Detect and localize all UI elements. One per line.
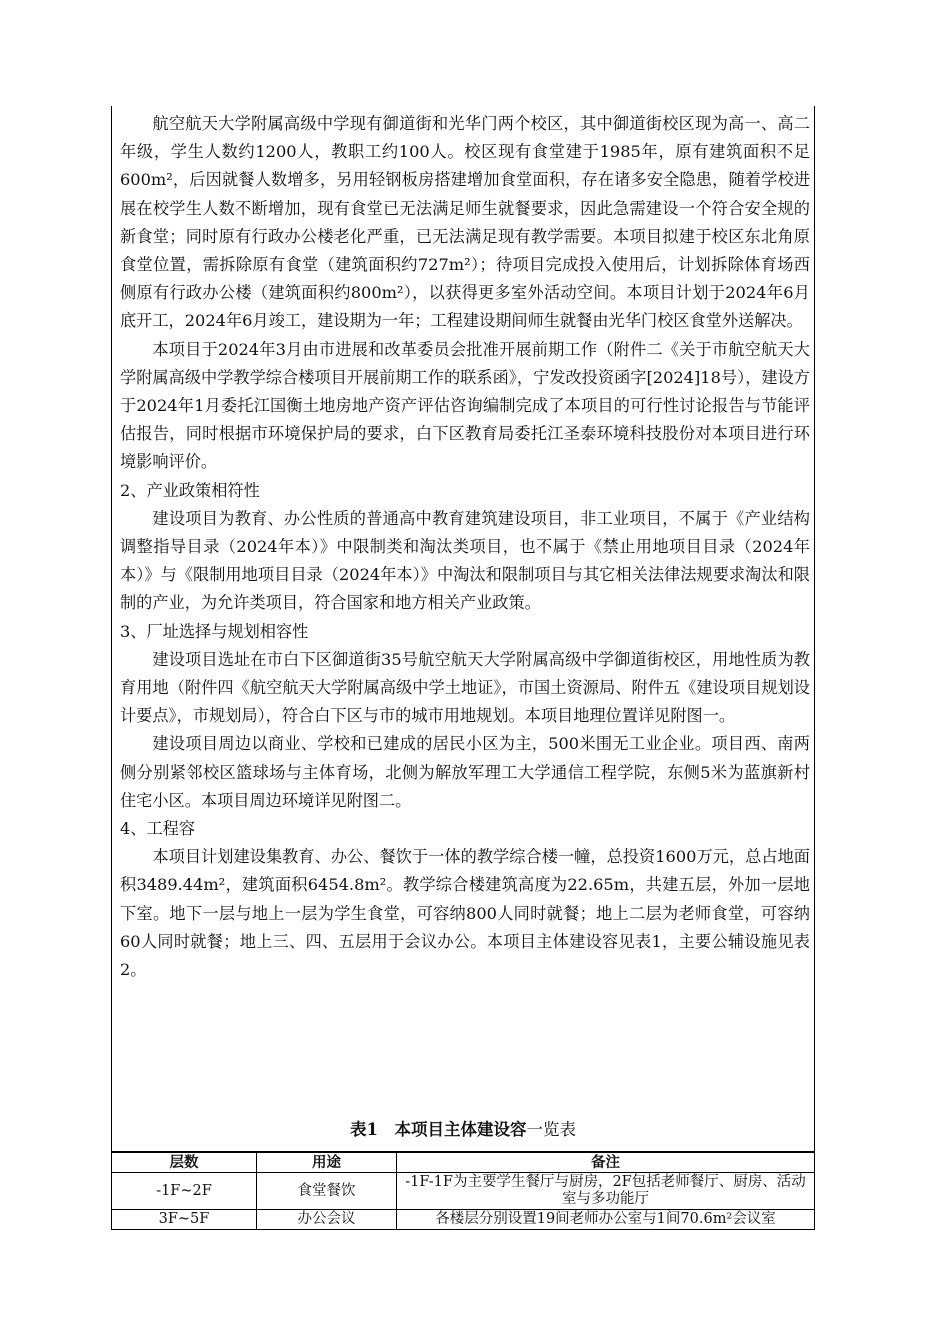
cell-usage: 办公会议: [257, 1210, 397, 1230]
paragraph-policy: 建设项目为教育、办公性质的普通高中教育建筑建设项目，非工业项目，不属于《产业结构调整指导目录（2024年本）》中限制类和淘汰类项目，也不属于《禁止用地项目目录（2024年本）》与《限制用地项目目录（2024年本）》中淘汰和限制项目与其它相关法律法规要求淘汰和限制的产业，为允许类项目，符合国家和地方相关产业政策。: [120, 508, 810, 613]
cell-remarks: -1F-1F为主要学生餐厅与厨房，2F包括老师餐厅、厨房、活动室与多功能厅: [397, 1173, 815, 1210]
paragraph-approval: 本项目于2024年3月由市进展和改革委员会批准开展前期工作（附件二《关于市航空航天大学附属高级中学教学综合楼项目开展前期工作的联系函》，宁发改投资函字[2024]18号），建设方于2024年1月委托江国衡土地房地产资产评估咨询编制完成了本项目的可行性讨论报告与节能评估报告，同时根据市环境保护局的要求，白下区教育局委托江圣泰环境科技股份对本项目进行环境影响评价。: [120, 339, 810, 472]
cell-floors: 3F~5F: [112, 1210, 257, 1230]
header-floors: 层数: [112, 1152, 257, 1173]
table-title-main: 表1 本项目主体建设容: [350, 1120, 527, 1139]
table-title: [111, 1118, 815, 1142]
table-header-row: [112, 1152, 815, 1173]
table-title-suffix: 一览表: [526, 1120, 576, 1139]
document-body: [120, 110, 810, 984]
section-heading-site: 3、厂址选择与规划相容性: [120, 621, 309, 641]
table-row: [112, 1210, 815, 1230]
section-heading-engineering: 4、工程容: [120, 819, 196, 839]
paragraph-background: 航空航天大学附属高级中学现有御道街和光华门两个校区，其中御道街校区现为高一、高二年级，学生人数约1200人，教职工约100人。校区现有食堂建于1985年，原有建筑面积不足600m²，后因就餐人数增多，另用轻钢板房搭建增加食堂面积，存在诸多安全隐患，随着学校进展在校学生人数不断增加，现有食堂已无法满足师生就餐要求，因此急需建设一个符合安全规的新食堂；同时原有行政办公楼老化严重，已无法满足现有教学需要。本项目拟建于校区东北角原食堂位置，需拆除原有食堂（建筑面积约727m²）；待项目完成投入使用后，计划拆除体育场西侧原有行政办公楼（建筑面积约800m²），以获得更多室外活动空间。本项目计划于2024年6月底开工，2024年6月竣工，建设期为一年；工程建设期间师生就餐由光华门校区食堂外送解决。: [120, 114, 810, 331]
construction-table: [111, 1151, 815, 1230]
paragraph-surroundings: 建设项目周边以商业、学校和已建成的居民小区为主，500米围无工业企业。项目西、南两侧分别紧邻校区篮球场与主体育场，北侧为解放军理工大学通信工程学院，东侧5米为蓝旗新村住宅小区。本项目周边环境详见附图二。: [120, 734, 810, 810]
header-remarks: 备注: [397, 1152, 815, 1173]
table-row: [112, 1173, 815, 1210]
paragraph-site: 建设项目选址在市白下区御道街35号航空航天大学附属高级中学御道街校区，用地性质为教育用地（附件四《航空航天大学附属高级中学土地证》，市国土资源局、附件五《建设项目规划设计要点》，市规划局），符合白下区与市的城市用地规划。本项目地理位置详见附图一。: [120, 649, 810, 726]
header-usage: 用途: [257, 1152, 397, 1173]
paragraph-engineering: 本项目计划建设集教育、办公、餐饮于一体的教学综合楼一幢，总投资1600万元，总占地面积3489.44m²，建筑面积6454.8m²。教学综合楼建筑高度为22.65m，共建五层，外加一层地下室。地下一层与地上一层为学生食堂，可容纳800人同时就餐；地上二层为老师食堂，可容纳60人同时就餐；地上三、四、五层用于会议办公。本项目主体建设容见表1，主要公辅设施见表2。: [120, 847, 810, 980]
section-heading-policy: 2、产业政策相符性: [120, 480, 260, 500]
cell-floors: -1F~2F: [112, 1173, 257, 1210]
cell-usage: 食堂餐饮: [257, 1173, 397, 1210]
cell-remarks: 各楼层分别设置19间老师办公室与1间70.6m²会议室: [397, 1210, 815, 1230]
